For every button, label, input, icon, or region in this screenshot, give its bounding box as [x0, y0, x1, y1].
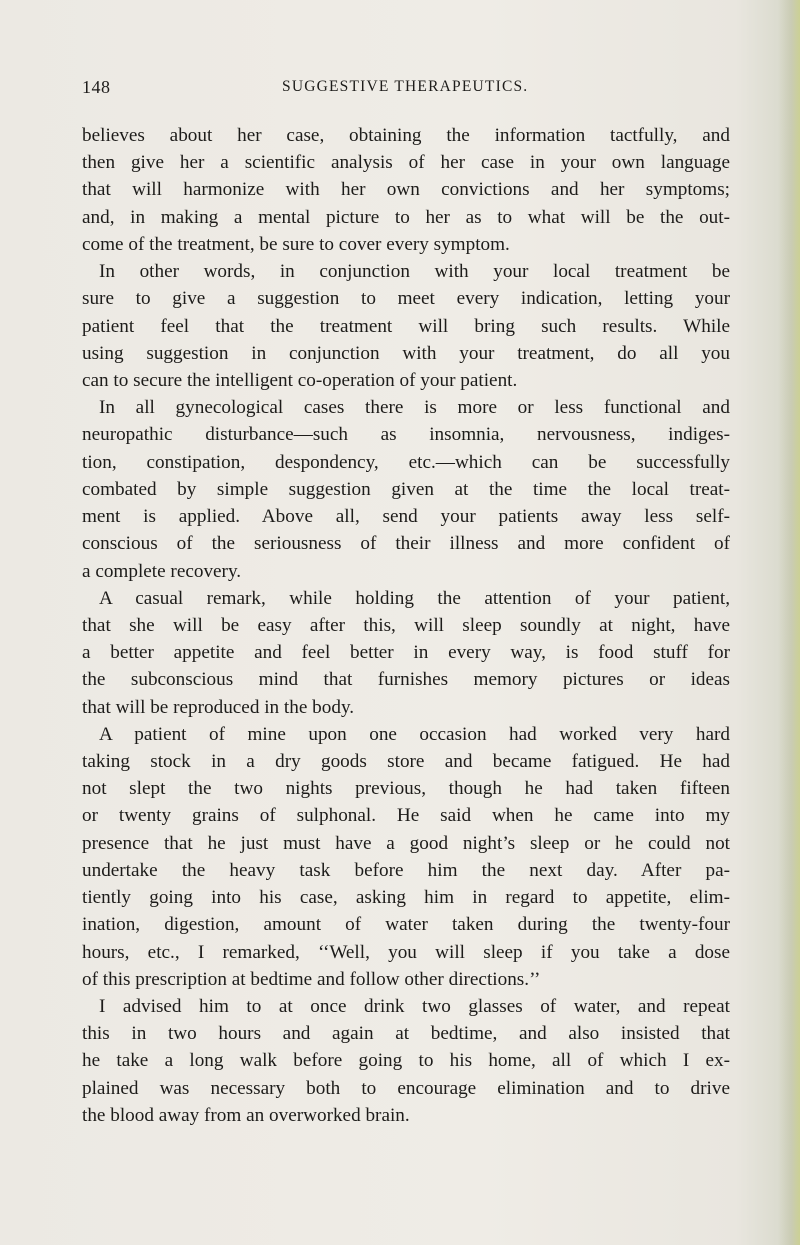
text-line: taking stock in a dry goods store and became fatigued. He had [82, 751, 730, 773]
page-edge-shading [778, 0, 800, 1245]
text-line: believes about her case, obtaining the information tactfully, and [82, 125, 730, 146]
paragraph [82, 585, 730, 721]
text-line: plained was necessary both to encourage elimination and to drive [82, 1077, 730, 1099]
text-line: this in two hours and again at bedtime, and also insisted that [82, 1023, 730, 1045]
text-line: ment is applied. Above all, send your patients away less self- [82, 506, 730, 528]
body-text [82, 122, 730, 1129]
text-line: that she will be easy after this, will sleep soundly at night, have [82, 614, 730, 636]
text-line: hours, etc., I remarked, ‘‘Well, you will sleep if you take a dose [82, 941, 730, 963]
text-line: of this prescription at bedtime and follow other directions.’’ [82, 968, 541, 990]
text-line: that will be reproduced in the body. [82, 696, 355, 718]
text-line: can to secure the intelligent co-operation of your patient. [82, 369, 518, 391]
page-number: 148 [82, 77, 111, 97]
text-line: come of the treatment, be sure to cover every symptom. [82, 233, 510, 255]
text-line: the blood away from an overworked brain. [82, 1104, 410, 1126]
paragraph [82, 122, 730, 258]
text-line: using suggestion in conjunction with your treatment, do all you [82, 342, 730, 364]
text-line: A patient of mine upon one occasion had worked very hard [99, 723, 730, 745]
text-line: a better appetite and feel better in every way, is food stuff for [82, 642, 730, 664]
text-line: In all gynecological cases there is more or less functional and [99, 397, 730, 419]
paragraph [82, 394, 730, 585]
text-line: presence that he just must have a good night’s sleep or he could not [82, 832, 730, 854]
text-line: then give her a scientific analysis of her case in your own language [82, 152, 730, 174]
text-line: neuropathic disturbance—such as insomnia, nervousness, indiges- [82, 424, 730, 446]
paragraph [82, 258, 730, 394]
text-line: he take a long walk before going to his home, all of which I ex- [82, 1050, 730, 1072]
page-header [82, 77, 730, 99]
paragraph [82, 993, 730, 1129]
text-line: not slept the two nights previous, though he had taken fifteen [82, 778, 730, 800]
text-line: or twenty grains of sulphonal. He said when he came into my [82, 805, 730, 827]
text-line: I advised him to at once drink two glasses of water, and repeat [99, 996, 730, 1017]
text-line: combated by simple suggestion given at the time the local treat- [82, 478, 730, 500]
text-line: the subconscious mind that furnishes memory pictures or ideas [82, 669, 730, 691]
text-line: sure to give a suggestion to meet every indication, letting your [82, 288, 730, 310]
text-line: ination, digestion, amount of water taken during the twenty-four [82, 914, 730, 936]
text-line: patient feel that the treatment will bring such results. While [82, 315, 730, 337]
text-line: that will harmonize with her own convictions and her symptoms; [82, 179, 730, 201]
text-line: and, in making a mental picture to her as to what will be the out- [82, 206, 730, 228]
text-line: undertake the heavy task before him the next day. After pa- [82, 859, 730, 881]
running-head: SUGGESTIVE THERAPEUTICS. [282, 78, 529, 95]
text-line: tiently going into his case, asking him in regard to appetite, elim- [82, 887, 730, 909]
text-line: conscious of the seriousness of their illness and more confident of [82, 533, 730, 555]
paragraph [82, 721, 730, 993]
text-line: In other words, in conjunction with your local treatment be [99, 261, 730, 283]
text-line: tion, constipation, despondency, etc.—which can be successfully [82, 451, 730, 473]
text-line: A casual remark, while holding the attention of your patient, [99, 587, 730, 609]
text-line: a complete recovery. [82, 560, 242, 582]
